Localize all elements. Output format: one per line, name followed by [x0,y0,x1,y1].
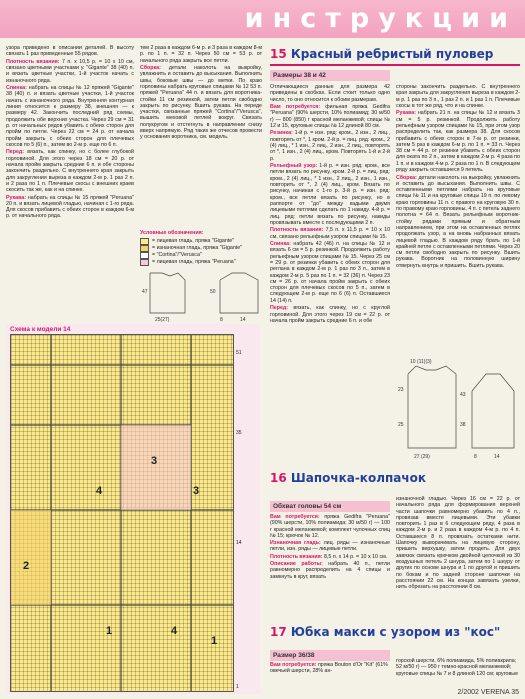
diagram-label: 43 [460,392,466,398]
text-paragraph: Плотность вязания: 7,5 п. х 11,5 р. = 10 х 10 см, связано рельефным узором спицами № 15. [270,227,390,240]
legend-swatch [140,245,149,252]
legend-item: = лицевая гладь, пряжа "Gigante" [140,238,260,245]
text-paragraph: Рельефный узор: 1-й р. = изн. ряд: кром., все петли вязать по рисунку, кром. 2-й р. = лиц. ряд: кром., 2 (4) лиц., * 1 изн., 2 лиц., 2 изн., 1 изн., повторить от *, 2 (4) лиц., кром. Вязать по рисунку, начиная с 1-го р. 3-й р. = изн. ряд: кром., все петли вязать по рисунку, но в раппорте от "до" между кадыми двумя лицевыми петлями сделать по 1 накиду. 4-й р. = лиц. ряд: петли вязать по рисунку, накиды провязывать вместе с последующими 2 п. [270,163,390,226]
diagram-label: 38 [460,422,466,428]
text-paragraph: стороны закончить раздельно. С внутреннего края закрыть для закругления выреза в каждом 2-м р. 1 раз по 3 п., 1 раз 2 п. и 1 раз 1 п. Плечевые скосы в тот же ряд, что и на спинке. [396,84,520,109]
header-banner [0,0,525,38]
text-paragraph: Перед: вязать, как спинку, но с более глубокой горловиной. Для этого через 18 см = 20 р. от начала пройм закрыть средние 6 п. и обе стороны закончить раздельно. С внутреннего края закрыть для закругления выреза в каждом 2-м р. 1 раз 2 п. и 2 раза по 1 п. Плечевые скосы с внешних краев скосить так же, как и на спинке. [6,149,134,194]
text-paragraph: узора приведено в описании деталей. В высоту связать 1 раз приведенные 55 рядов. [6,45,134,58]
zone-number: 3 [151,455,158,467]
section-16-text [270,514,390,624]
zone-number: 4 [96,485,103,497]
diagram-label: 14 [494,454,500,460]
size-bar: Размер 36/38 [270,650,390,661]
row-number: 1 [236,684,239,690]
text-paragraph: Плотность вязания: 8,5 п. х 14 р. = 10 х 10 см. [270,553,388,560]
pattern-diagram-14 [140,268,265,324]
text-paragraph: Перед: вязать, как спинку, но с круглой горловиной. Для этого через 19 см = 22 р. от начала пройм закрыть средние 6 п. и обе [270,305,390,324]
diagram-label: 8 [474,454,477,460]
legend-item: = лицевая гладь, пряжа "Peruana" [140,259,260,266]
text-paragraph: Изнаночная гладь: лиц. ряды — изнаночные петли, изн. ряды — лицевые петли. [270,540,390,553]
legend-swatch [140,259,149,266]
schema-title: Схема к модели 14 [10,326,71,333]
legend-title: Условные обозначения: [140,230,204,236]
instructions-column-3 [270,84,390,394]
section-17-title: 17 Юбка макси с узором из "кос" [270,625,501,639]
diagram-label: 25 [398,422,404,428]
size-bar: Обхват головы 54 см [270,501,390,512]
diagram-label: 10 (11)(3) [410,359,432,365]
diagram-label: 14 [240,317,246,323]
section-16-text-continued: изнаночной гладью. Через 16 см = 22 р. от начального ряда для формирования верхней части шапочки равномерно убавить по 4 п., провязав вместе лицевыми. Эти убавки повторить 1 раз в 6 следующем ряду, 4 раза в каждом 2-м р. и 2 раза в каждом 4-м р. по 4 п. Оставшиеся 8 п. провязать остатками нити. Шапочку выворачивать на лицевую сторону, пришить верхушку, затем продеть. Для двух завязок связать крючком двойной цепочкой из 30 воздушных петель 2 шнура, затем по 1 шнуру от других по основе шнура и 1 по другой и пришить по бокам и по задней стороне шапочки на расстоянии 22 см. На концах завязать узелки, нить обрезать на расстоянии 8 см. [396,496,520,591]
zone-number: 1 [211,635,218,647]
legend-swatch [140,238,149,245]
diagram-label: 23 [398,387,404,393]
text-paragraph: Описание работы: набрать 40 п., петли равномерно распределить на 4 спицы и замкнуть в круг, вязать [270,561,390,580]
zone-number: 3 [193,485,200,497]
section-17-text: Вам потребуется: пряжа Bouton d'Or "Kit" (61% овечьей шерсти, 28% ан- [270,662,388,675]
text-paragraph: Резинка: 1-й р. = изн. ряд: кром., 2 изн., 2 лиц., повторять от *, 1 кром. 2-й р. = лиц. ряд: кром., 2 (4) лиц., * 1 изн., 2 лиц., 2 изн., 2 лиц., повторять от *, 1 изн., 2 (4) лиц., кром. Повторять 1-й и 2-й р. [270,130,390,162]
zone-number: 4 [171,625,178,637]
text-paragraph: Отличающиеся данные для размера 42 приведены в скобках. Если стоит только одно число, то оно относится к обоим размерам. [270,84,390,103]
instructions-column-2 [140,45,262,225]
text-paragraph: Рукава: набрать на спицы № 15 пряжей "Peruana" 20 п. и вязать лицевой гладью, начиная с 1-го ряда. Для скосов прибавить с обеих сторон в каждом 6-м р. от начального ряда. [6,194,134,220]
title-underline [270,64,520,66]
knitting-chart [10,334,234,692]
text-paragraph: Вам потребуется: фильная пряжа Gedifra "Peruana" (90% шерсти, 10% полиамид; 30 м/50 г) — 800 (850) г красной меланжевой; спицы № 12 и 15, круговые спицы № 12 длиной 80 см. [270,104,390,129]
chart-zones [11,335,233,691]
row-number: 51 [236,350,242,356]
text-paragraph: Сборка: детали наколоть на выкройку, увлажнить и оставить до высыхания. Выполнить швы, боковые швы — до метки. По краю горловины набрать круговые спицами № 12 53 п. пряжей "Peruana" 44 п. и вязать для воротника-стойки 11 см резинкой, затем петли свободно закрыть по рисунку. Вшить рукава. На переде участки, связанные пряжей "Cortina"/"Verusca", вышить меховой петлей вокруг. Связать полукругом и отстегнуть в направлении снизу вверх напрямую. Ряд таких же отчесов провести у основания воротника, см. модель. [140,65,262,141]
diagram-label: 8 [220,317,223,323]
page-footer: 2/2002 VERENA 35 [457,689,519,696]
text-paragraph: Спинка: набрать на спицы № 12 пряжей "Gigante" 38 (40) п. и вязать цветные участки, 1-й участок начать с изнаночного ряда. Внутренняя контурная линия относится к размеру 38, внешняя — к размеру 42. Закончить последний ряд схемы, продолжить обе верхних участка. Через 29 см = 31 р. от начальных рядов убавить с обеих сторон для пройм по петле. Через 22 см = 24 р. от начала пройм закрыть с обеих сторон для плечевых скосов по 5 (6) п., затем во 2-м р. еще по 6 п. [6,85,134,148]
text-paragraph: Плотность вязания: 7 п. х 10,5 р. = 10 х 10 см, связано цветными участками у. "Gigante" 38 (40) п. и вязать цветные участки, 1-й участок начать с изнаночного ряда. [6,58,134,84]
text-paragraph: тем 2 раза в каждом 6-м р. и 3 раза в каждом 8-м р. по 1 п. = 32 п. Через 50 см = 53 р. от начального ряда закрыть все петли. [140,45,262,64]
text-paragraph: Сборка: детали наколоть на выкройку, увлажнить и оставить до высыхания. Выполнить швы. С оставленными петлями набрать на круговые спицы № 11 и на круговые спицы 19 п. по левому краю горловины 11 п. с правого на круговую 30 п. по правому краю горловины, 4 п. с петель заднего полотна = 64 п. Вязать рельефным воротник-стойку рядами прямым и обратным направлением, при этом на оставленных петлях продолжать узор, а на вновь набранных вязать лицевой гладью. В каждом ряду брать по 1-й крайней петле с оставленными петлями. Через 20 см петли свободно закрыть по рисунку. Вшить рукава. Воротник на половинную ширину отвернуть внутрь и пришить. Вшить рукава. [396,174,520,269]
size-bar: Размеры 38 и 42 [270,70,390,81]
diagram-label: 27 (29) [414,454,430,460]
zone-number: 2 [23,560,30,572]
pattern-diagram-15 [396,356,520,468]
text-paragraph: Рукава: набрать 21 п. на спицы № 12 и вязать 3 см = 5 р. резинкой. Продолжить работу рельефным узором спицами № 15, при этом узор распределить так, как размера 38. Для скосов прибавить с обеих сторон в 7-м р. от резинки, затем 5 раз в каждом 6-м р. по 1 п. = 33 п. Через 38 см = 44 р. от резинки убавить с обеих сторон для оката по 2 п., затем в каждом 2-м р. 4 раза по 1 п. и в каждом 4-м р. 2 раза по 1 п. В следующем ряду закрыть оставшиеся 9 петель. [396,110,520,174]
page-title: инструкции [244,3,517,34]
legend [140,230,260,266]
zone-number: 1 [106,625,113,637]
instructions-column-4 [396,84,520,354]
diagram-label: 50 [210,289,216,295]
legend-item: = изнаночная гладь, пряжа "Gigante" [140,245,260,252]
text-paragraph: Вам потребуется: пряжа Gedifra "Peruana" (90% шерсти, 10% полиамида; 30 м/50 г) — 100 г красной меланжевой; комплект чулочных спиц № 15; крючок № 12. [270,514,390,539]
legend-swatch [140,252,149,259]
row-number: 35 [236,430,242,436]
legend-item: = "Cortina"/"Verusca" [140,252,260,259]
row-number: 14 [236,540,242,546]
section-15-title: 15 Красный ребристый пуловер [270,47,494,61]
diagram-label: 25(27) [155,317,170,323]
instructions-column-1 [6,45,134,320]
section-17-text-continued: горской шерсти, 6% полиамида, 5% полиакрила; 52 м/50 г) — 950 г темно-красной меланжевой; круговые спицы № 7 и 8 длиной 120 см; круговые [396,658,519,677]
section-16-title: 16 Шапочка-колпачок [270,471,427,485]
text-paragraph: Спинка: набрать 42 (46) п. на спицы № 12 и вязать 6 см = 5 р. резинкой. Продолжить работу рельефным узором спицами № 15. Через 25 см = 29 р. от резинки убавить с обеих сторон для реглана в каждом 2-м р. 1 раз по 3 п., затем в каждом 2-м р. 5 раз по 1 п. = 32 (36) п. Через 23 см = 26 р. от начала пройм закрыть с обеих сторон для плечевых скосов по 5 п., затем в следующем 2-м р. еще по 6 (6) п. Оставшиеся 14 (14) п. [270,241,390,304]
diagram-label: 47 [142,289,148,295]
